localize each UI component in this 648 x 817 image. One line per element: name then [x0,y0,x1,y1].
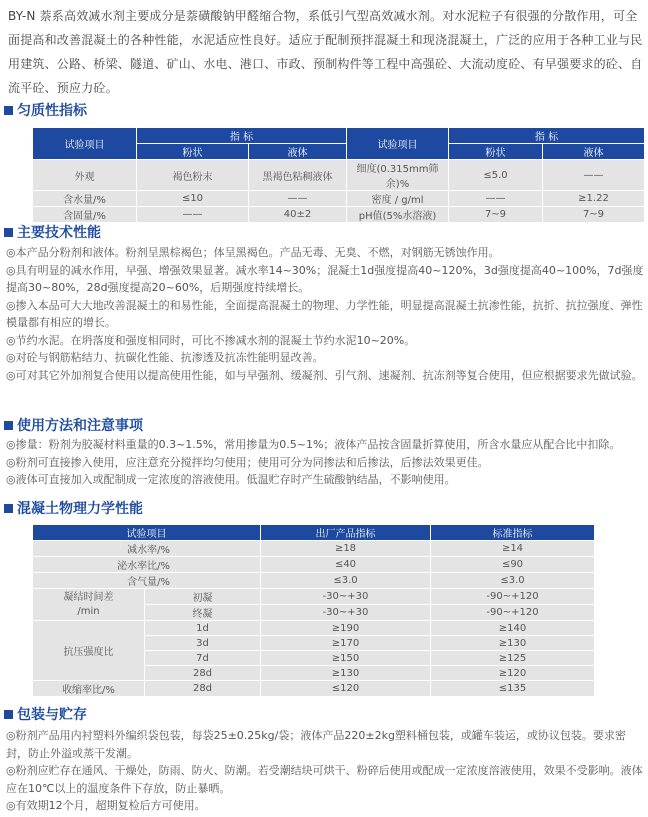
header-standard: 标准指标 [431,525,595,541]
header-test-item-2: 试验项目 [347,128,449,160]
header-powder: 粉状 [137,144,249,160]
usage-paragraphs [6,436,644,489]
header-index: 指 标 [137,128,347,144]
tech-line: ◎具有明显的减水作用，早强、增强效果显著。减水率14~30%；混凝土1d强度提高40~120%，3d强度提高40~100%，7d强度提高30~80%，28d强度提高20~60%，后期强度持续增长。 [6,263,644,294]
section-marker-icon [4,106,13,115]
usage-line: ◎液体可直接加入或配制成一定浓度的溶液使用。低温贮存时产生硫酸钠结晶，不影响使用。 [6,473,456,486]
section-marker-icon [4,421,13,430]
section-marker-icon [4,710,13,719]
header-test-item: 试验项目 [33,128,137,160]
table-row: 减水率/% ≥18 ≥14 [33,541,595,557]
table-row: 含水量/% ≤10 —— 密度 / g/ml —— ≥1.22 [33,191,645,207]
uniformity-table [32,127,645,223]
header-factory: 出厂产品指标 [261,525,431,541]
table-row: 抗压强度比 1d ≥190 ≥140 [33,621,595,636]
tech-line: ◎对砼与钢筋粘结力、抗碳化性能、抗渗透及抗冻性能明显改善。 [6,351,324,364]
header-index-2: 指 标 [449,128,645,144]
header-liquid: 液体 [249,144,347,160]
table-row: 含固量/% —— 40±2 pH值(5%水溶液) 7~9 7~9 [33,207,645,223]
section-marker-icon [4,228,13,237]
tech-line: ◎掺入本品可大大地改善混凝土的和易性能，全面提高混凝土的物理、力学性能，明显提高混凝土抗渗性能，抗折、抗拉强度、弹性模量都有相应的增长。 [6,298,643,329]
section-title-packing: 包装与贮存 [4,703,87,725]
section-title-physics: 混凝土物理力学性能 [4,497,143,519]
section-title-usage: 使用方法和注意事项 [4,414,143,436]
section-title-uniformity: 匀质性指标 [4,99,87,121]
section-title-tech: 主要技术性能 [4,221,101,243]
header-powder-2: 粉状 [449,144,543,160]
table-row: 28d ≥130 ≥120 [33,666,595,681]
table-row: 泌水率比/% ≤40 ≤90 [33,557,595,573]
table-row: 外观 褐色粉末 黑褐色粘稠液体 细度(0.315mm筛余)% ≤5.0 —— [33,160,645,191]
physics-table [32,524,595,697]
table-row: 含气量/% ≤3.0 ≤3.0 [33,573,595,589]
tech-line: ◎节约水泥。在坍落度和强度相同时，可比不掺减水剂的混凝土节约水泥10~20%。 [6,333,416,347]
table-row: 收缩率比/% 28d ≤120 ≤135 [33,681,595,697]
intro-paragraph: BY-N 萘系高效减水剂主要成分是萘磺酸钠甲醛缩合物，系低引气型高效减水剂。对水泥粒子有很强的分散作用，可全面提高和改善混凝土的各种性能，水泥适应性良好。适应于配制预拌混凝土和现浇混凝土，广泛的应用于各种工业与民用建筑、公路、桥梁、隧道、矿山、水电、港口、市政、预制构件等工程中高强砼、大流动度砼、有早强要求的砼、自流平砼、预应力砼。 [8,9,643,95]
header-test-item: 试验项目 [33,525,261,541]
section-marker-icon [4,504,13,513]
packing-line: ◎粉剂产品用内衬塑料外编织袋包装，每袋25±0.25kg/袋；液体产品220±2kg塑料桶包装，或罐车装运，或协议包装。要求密封，防止外溢或蒸干发潮。 [6,729,626,760]
table-row: 凝结时间差 /min 初凝 -30~+30 -90~+120 [33,589,595,605]
setting-time-label: 凝结时间差 /min [33,589,145,621]
tech-line: ◎本产品分粉剂和液体。粉剂呈黑棕褐色；体呈黑褐色。产品无毒、无臭、不燃，对钢筋无锈蚀作用。 [6,246,500,259]
table-row: 3d ≥170 ≥130 [33,636,595,651]
tech-line: ◎可对其它外加剂复合使用以提高使用性能，如与早强剂、缓凝剂、引气剂、速凝剂、抗冻剂等复合使用，但应根据要求先做试验。 [6,368,643,382]
strength-label: 抗压强度比 [33,621,145,681]
table-row: 7d ≥150 ≥125 [33,651,595,666]
tech-paragraphs [6,244,644,384]
table-row: 终凝 -30~+30 -90~+120 [33,605,595,621]
usage-line: ◎掺量：粉剂为胶凝材料重量的0.3~1.5%，常用掺量为0.5~1%；液体产品按含固量折算使用，所含水量应从配合比中扣除。 [6,438,621,451]
packing-line: ◎有效期12个月，超期复检后方可使用。 [6,799,206,812]
packing-paragraphs [6,727,644,815]
usage-line: ◎粉剂可直接掺入使用，应注意充分搅拌均匀使用；使用可分为同掺法和后掺法，后掺法效果更佳。 [6,455,489,469]
packing-line: ◎粉剂应贮存在通风、干燥处，防雨、防火、防潮。若受潮结块可烘干、粉碎后使用或配成一定浓度溶液使用，效果不受影响。液体应在10℃以上的温度条件下存放，防止暴晒。 [6,764,643,795]
header-liquid-2: 液体 [543,144,645,160]
